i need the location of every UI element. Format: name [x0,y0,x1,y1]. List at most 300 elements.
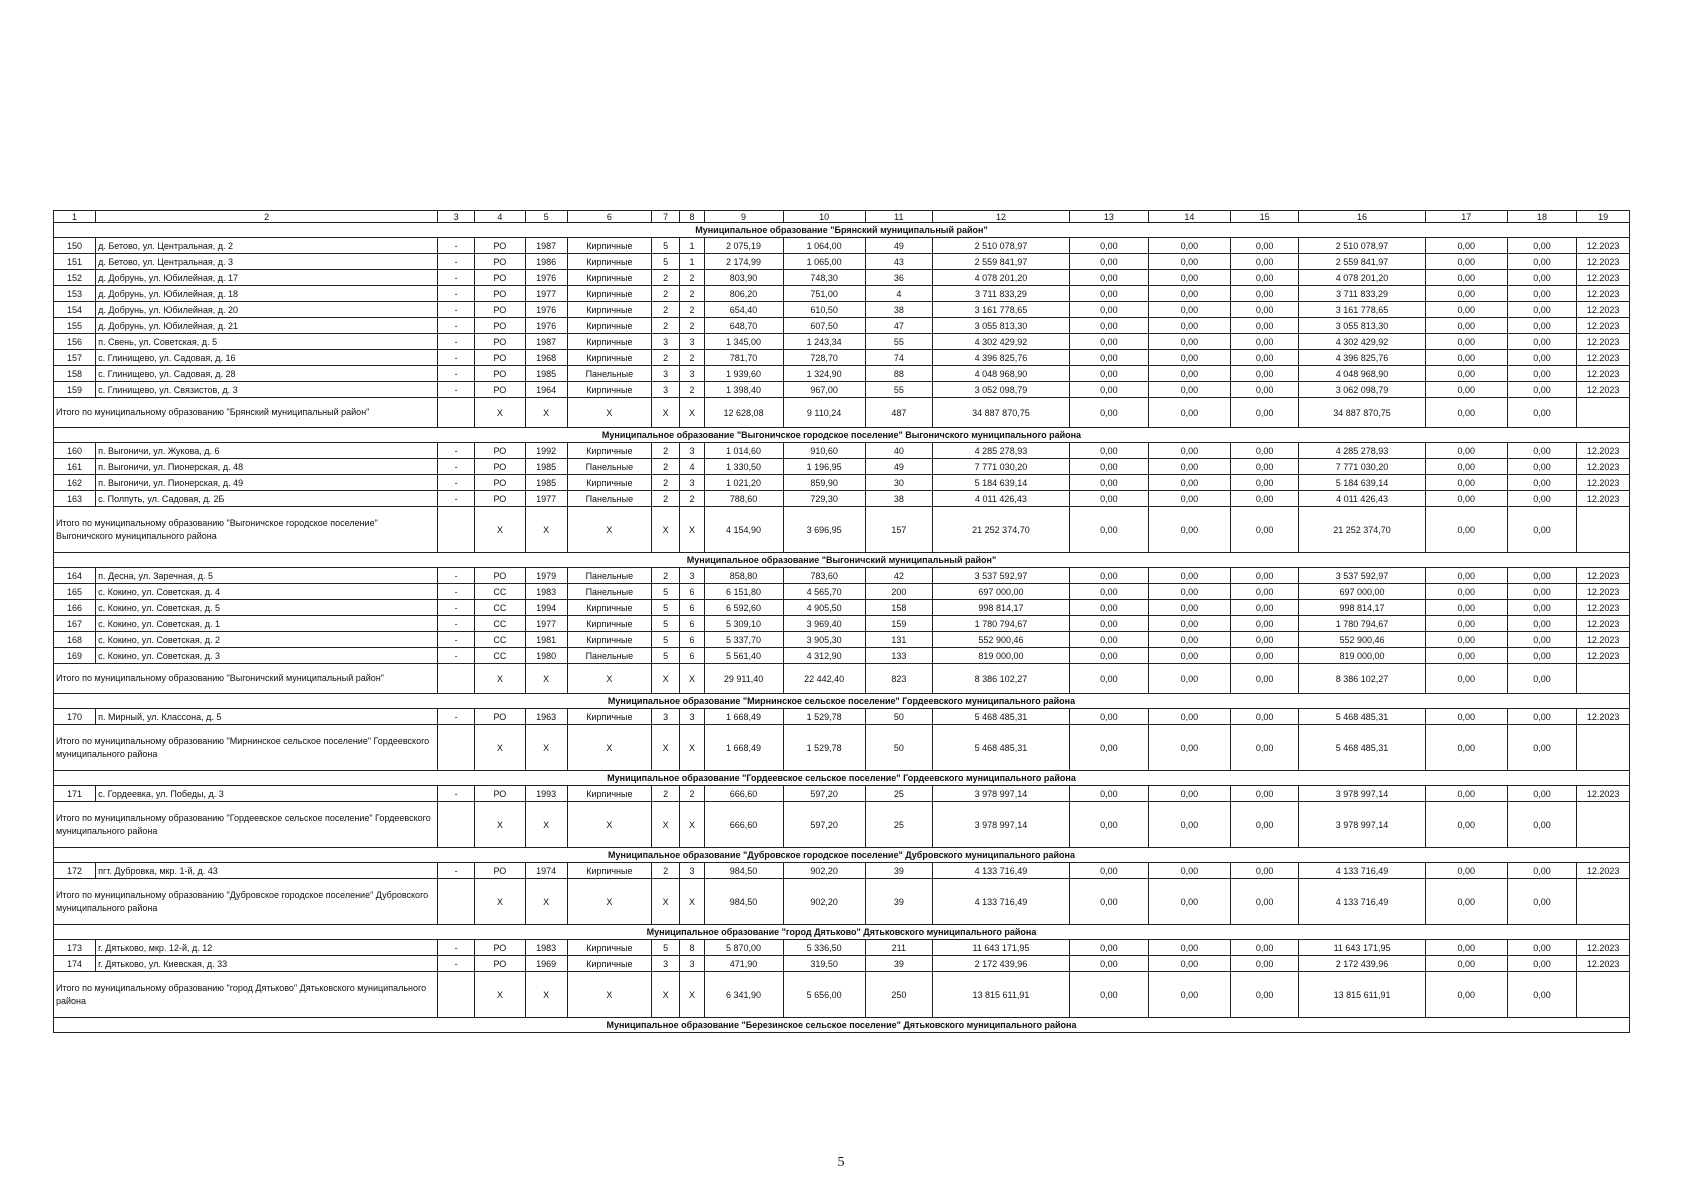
table-cell: 3 [680,443,704,459]
table-cell: Кирпичные [567,302,651,318]
table-cell: 0,00 [1507,350,1576,366]
total-label: Итого по муниципальному образованию "город Дятьково" Дятьковского муниципального района [54,972,438,1018]
table-cell: 4 396 825,76 [1299,350,1425,366]
column-number: 7 [651,211,679,223]
table-cell: 12.2023 [1577,334,1630,350]
table-cell: 0,00 [1148,475,1230,491]
table-cell: 3 969,40 [783,616,865,632]
table-cell: 5 337,70 [704,632,783,648]
table-cell: 2 172 439,96 [933,956,1070,972]
table-cell: 2 [680,286,704,302]
table-cell: 0,00 [1069,600,1148,616]
table-row [54,254,1630,270]
table-cell: - [438,366,475,382]
table-cell: 4 302 429,92 [933,334,1070,350]
table-cell: 0,00 [1425,632,1507,648]
total-cell: 0,00 [1069,398,1148,428]
table-cell: 0,00 [1148,459,1230,475]
table-cell: д. Бетово, ул. Центральная, д. 3 [96,254,438,270]
table-cell: 3 978 997,14 [933,786,1070,802]
table-cell: РО [475,863,526,879]
table-cell: 2 [651,475,679,491]
table-cell: 50 [865,709,932,725]
table-cell: 2 174,99 [704,254,783,270]
table-cell: 12.2023 [1577,956,1630,972]
table-cell: 12.2023 [1577,475,1630,491]
table-cell: 12.2023 [1577,270,1630,286]
total-cell: X [525,725,567,771]
total-cell: X [525,972,567,1018]
table-cell: 3 [651,382,679,398]
table-cell: - [438,940,475,956]
total-cell: 5 468 485,31 [1299,725,1425,771]
total-cell: 0,00 [1230,972,1298,1018]
table-cell: Панельные [567,584,651,600]
total-cell: 5 656,00 [783,972,865,1018]
table-row [54,334,1630,350]
table-cell: - [438,956,475,972]
table-cell: 0,00 [1425,956,1507,972]
table-cell: 0,00 [1148,443,1230,459]
table-cell: 6 [680,632,704,648]
total-cell: X [651,398,679,428]
table-cell: 12.2023 [1577,584,1630,600]
table-cell: 38 [865,302,932,318]
table-cell: Кирпичные [567,709,651,725]
table-cell: 0,00 [1425,709,1507,725]
column-number: 12 [933,211,1070,223]
total-cell: 8 386 102,27 [1299,664,1425,694]
total-cell: 0,00 [1069,664,1148,694]
total-cell: 157 [865,507,932,553]
table-cell: Кирпичные [567,443,651,459]
column-number: 16 [1299,211,1425,223]
table-cell: 0,00 [1507,443,1576,459]
table-cell: 5 468 485,31 [933,709,1070,725]
table-cell: 0,00 [1507,584,1576,600]
table-cell: 2 559 841,97 [1299,254,1425,270]
table-cell: СС [475,600,526,616]
table-cell: 1994 [525,600,567,616]
table-row [54,318,1630,334]
table-cell: 0,00 [1069,632,1148,648]
total-cell [1577,664,1630,694]
table-cell: 47 [865,318,932,334]
table-cell: 11 643 171,95 [1299,940,1425,956]
table-cell: Кирпичные [567,286,651,302]
total-cell: X [651,879,679,925]
table-body [54,211,1630,1033]
table-cell: 648,70 [704,318,783,334]
total-cell: X [475,972,526,1018]
table-cell: г. Дятьково, ул. Киевская, д. 33 [96,956,438,972]
total-cell: 8 386 102,27 [933,664,1070,694]
table-cell: 0,00 [1069,459,1148,475]
table-cell: 211 [865,940,932,956]
total-cell: 0,00 [1069,802,1148,848]
table-cell: 0,00 [1069,318,1148,334]
table-cell: 0,00 [1148,600,1230,616]
total-cell: X [525,664,567,694]
table-cell: 0,00 [1230,366,1298,382]
table-cell: 49 [865,238,932,254]
total-cell: 5 468 485,31 [933,725,1070,771]
table-row [54,568,1630,584]
table-cell: п. Мирный, ул. Классона, д. 5 [96,709,438,725]
total-cell: X [567,507,651,553]
table-cell: РО [475,238,526,254]
total-cell: X [651,972,679,1018]
table-cell: 5 [651,616,679,632]
total-row [54,398,1630,428]
table-row [54,302,1630,318]
total-cell: 0,00 [1507,879,1576,925]
table-cell: 0,00 [1230,334,1298,350]
table-cell: 0,00 [1507,475,1576,491]
table-cell: СС [475,584,526,600]
table-cell: 169 [54,648,96,664]
total-cell: X [680,972,704,1018]
table-cell: 0,00 [1069,616,1148,632]
table-cell: 0,00 [1230,632,1298,648]
total-label: Итого по муниципальному образованию "Гордеевское сельское поселение" Гордеевского муниципального района [54,802,438,848]
table-cell: 0,00 [1425,459,1507,475]
table-cell: РО [475,709,526,725]
table-cell: 819 000,00 [1299,648,1425,664]
table-cell: - [438,475,475,491]
table-cell: с. Глинищево, ул. Садовая, д. 16 [96,350,438,366]
table-row [54,600,1630,616]
table-cell: 1 196,95 [783,459,865,475]
total-label: Итого по муниципальному образованию "Мирнинское сельское поселение" Гордеевского муниципального района [54,725,438,771]
section-title-row [54,1018,1630,1033]
table-cell: 2 510 078,97 [1299,238,1425,254]
table-cell: п. Выгоничи, ул. Жукова, д. 6 [96,443,438,459]
table-cell: СС [475,632,526,648]
table-cell: 5 [651,940,679,956]
table-cell: 0,00 [1507,709,1576,725]
table-cell: - [438,443,475,459]
table-cell: 5 870,00 [704,940,783,956]
section-title-row [54,925,1630,940]
table-cell: 1992 [525,443,567,459]
table-cell: 2 [651,459,679,475]
table-cell: 0,00 [1507,366,1576,382]
total-cell [438,398,475,428]
table-cell: 12.2023 [1577,459,1630,475]
table-cell: 5 [651,632,679,648]
section-title: Муниципальное образование "Мирнинское сельское поселение" Гордеевского муниципального района [54,694,1630,709]
table-cell: Кирпичные [567,238,651,254]
column-number: 17 [1425,211,1507,223]
total-cell: 4 154,90 [704,507,783,553]
total-cell: X [567,725,651,771]
section-title: Муниципальное образование "Березинское сельское поселение" Дятьковского муниципального района [54,1018,1630,1033]
table-cell: 0,00 [1230,709,1298,725]
total-cell [1577,398,1630,428]
table-cell: - [438,238,475,254]
total-cell: 13 815 611,91 [933,972,1070,1018]
table-row [54,956,1630,972]
total-cell: 4 133 716,49 [933,879,1070,925]
table-cell: 6 151,80 [704,584,783,600]
table-cell: 4 285 278,93 [933,443,1070,459]
table-cell: 158 [54,366,96,382]
table-cell: с. Кокино, ул. Советская, д. 2 [96,632,438,648]
table-row [54,584,1630,600]
table-cell: 1985 [525,475,567,491]
table-cell: 12.2023 [1577,568,1630,584]
total-cell: 666,60 [704,802,783,848]
table-cell: 40 [865,443,932,459]
total-cell: 0,00 [1425,664,1507,694]
total-cell: 0,00 [1507,802,1576,848]
total-cell: 0,00 [1425,802,1507,848]
total-label: Итого по муниципальному образованию "Дубровское городское поселение" Дубровского муниципального района [54,879,438,925]
table-cell: 74 [865,350,932,366]
table-cell: - [438,350,475,366]
table-cell: 0,00 [1425,254,1507,270]
total-cell: X [651,725,679,771]
table-cell: 1987 [525,238,567,254]
section-title-row [54,223,1630,238]
table-cell: 154 [54,302,96,318]
table-cell: 2 [651,491,679,507]
table-cell: 88 [865,366,932,382]
table-cell: с. Кокино, ул. Советская, д. 1 [96,616,438,632]
table-cell: 2 [651,443,679,459]
table-cell: 0,00 [1148,270,1230,286]
table-cell: 6 592,60 [704,600,783,616]
table-cell: 12.2023 [1577,443,1630,459]
table-cell: 3 [680,475,704,491]
table-cell: 788,60 [704,491,783,507]
table-cell: 751,00 [783,286,865,302]
table-cell: 39 [865,956,932,972]
total-cell: X [567,398,651,428]
total-cell: 487 [865,398,932,428]
section-title: Муниципальное образование "Брянский муниципальный район" [54,223,1630,238]
table-cell: п. Выгоничи, ул. Пионерская, д. 48 [96,459,438,475]
table-cell: РО [475,302,526,318]
table-cell: РО [475,286,526,302]
total-cell: X [525,802,567,848]
table-cell: 8 [680,940,704,956]
table-cell: 729,30 [783,491,865,507]
table-cell: 2 [680,302,704,318]
total-row [54,664,1630,694]
table-cell: 654,40 [704,302,783,318]
table-cell: 0,00 [1230,600,1298,616]
table-cell: 0,00 [1148,350,1230,366]
table-cell: 0,00 [1507,568,1576,584]
total-cell: 823 [865,664,932,694]
table-cell: 0,00 [1507,254,1576,270]
table-cell: 2 075,19 [704,238,783,254]
total-row [54,879,1630,925]
table-row [54,491,1630,507]
table-cell: 161 [54,459,96,475]
table-cell: 1985 [525,366,567,382]
table-row [54,286,1630,302]
table-cell: д. Добрунь, ул. Юбилейная, д. 17 [96,270,438,286]
total-cell: X [475,802,526,848]
table-cell: 3 055 813,30 [1299,318,1425,334]
table-cell: 0,00 [1507,302,1576,318]
total-cell: 0,00 [1148,972,1230,1018]
table-cell: с. Кокино, ул. Советская, д. 3 [96,648,438,664]
table-cell: 0,00 [1069,334,1148,350]
table-cell: Кирпичные [567,616,651,632]
table-cell: 1974 [525,863,567,879]
table-cell: 165 [54,584,96,600]
table-cell: - [438,286,475,302]
table-cell: 4 011 426,43 [1299,491,1425,507]
table-cell: 0,00 [1069,568,1148,584]
table-cell: 1 021,20 [704,475,783,491]
table-cell: 200 [865,584,932,600]
table-cell: 6 [680,616,704,632]
table-cell: 610,50 [783,302,865,318]
table-cell: 1 243,34 [783,334,865,350]
table-cell: 5 [651,254,679,270]
table-cell: 1 064,00 [783,238,865,254]
table-cell: - [438,632,475,648]
total-cell: 0,00 [1230,879,1298,925]
section-title: Муниципальное образование "Гордеевское сельское поселение" Гордеевского муниципального района [54,771,1630,786]
table-cell: 0,00 [1230,270,1298,286]
table-cell: 1976 [525,302,567,318]
table-cell: 2 559 841,97 [933,254,1070,270]
table-cell: 967,00 [783,382,865,398]
table-cell: 3 [680,334,704,350]
table-cell: 0,00 [1148,366,1230,382]
total-cell: X [475,398,526,428]
table-cell: 0,00 [1230,382,1298,398]
table-cell: 4 905,50 [783,600,865,616]
table-cell: 0,00 [1148,584,1230,600]
total-cell: X [475,507,526,553]
total-cell: 0,00 [1148,879,1230,925]
table-cell: РО [475,318,526,334]
table-cell: 1979 [525,568,567,584]
table-cell: - [438,270,475,286]
table-cell: 0,00 [1507,491,1576,507]
table-cell: 1969 [525,956,567,972]
table-cell: - [438,786,475,802]
table-cell: 157 [54,350,96,366]
table-cell: 0,00 [1425,584,1507,600]
table-cell: 0,00 [1425,366,1507,382]
total-cell: 0,00 [1148,507,1230,553]
section-title-row [54,694,1630,709]
table-cell: - [438,648,475,664]
total-cell [438,725,475,771]
table-cell: 12.2023 [1577,600,1630,616]
column-number: 13 [1069,211,1148,223]
table-row [54,940,1630,956]
table-cell: 0,00 [1507,459,1576,475]
total-cell: 3 978 997,14 [1299,802,1425,848]
table-cell: 0,00 [1425,491,1507,507]
total-cell [1577,507,1630,553]
table-cell: РО [475,940,526,956]
table-cell: 998 814,17 [933,600,1070,616]
table-cell: 1983 [525,584,567,600]
table-cell: 0,00 [1069,350,1148,366]
table-cell: РО [475,334,526,350]
table-cell: 3 711 833,29 [1299,286,1425,302]
table-cell: 0,00 [1230,584,1298,600]
column-number: 2 [96,211,438,223]
table-cell: 1 [680,238,704,254]
total-cell [1577,972,1630,1018]
table-cell: 2 172 439,96 [1299,956,1425,972]
table-cell: 0,00 [1148,632,1230,648]
table-cell: 0,00 [1069,238,1148,254]
table-cell: 3 055 813,30 [933,318,1070,334]
table-cell: 0,00 [1425,382,1507,398]
total-cell: X [567,802,651,848]
table-cell: РО [475,366,526,382]
table-cell: Кирпичные [567,956,651,972]
table-cell: РО [475,568,526,584]
table-cell: 0,00 [1230,302,1298,318]
table-cell: 1987 [525,334,567,350]
table-cell: 3 [680,956,704,972]
table-cell: 1 780 794,67 [933,616,1070,632]
table-cell: 1 330,50 [704,459,783,475]
table-cell: 319,50 [783,956,865,972]
table-cell: РО [475,350,526,366]
total-label: Итого по муниципальному образованию "Выгоничский муниципальный район" [54,664,438,694]
table-cell: 12.2023 [1577,863,1630,879]
total-cell: 597,20 [783,802,865,848]
total-cell: 34 887 870,75 [1299,398,1425,428]
table-cell: 6 [680,648,704,664]
table-cell: 2 [651,863,679,879]
total-cell: 0,00 [1507,972,1576,1018]
table-cell: 12.2023 [1577,709,1630,725]
table-cell: 4 133 716,49 [933,863,1070,879]
total-cell: 0,00 [1230,664,1298,694]
total-cell: X [525,507,567,553]
table-cell: 3 [680,863,704,879]
table-cell: 0,00 [1069,863,1148,879]
table-cell: 3 [651,334,679,350]
column-number: 14 [1148,211,1230,223]
total-cell: X [651,664,679,694]
table-cell: Кирпичные [567,940,651,956]
total-row [54,802,1630,848]
total-cell: 22 442,40 [783,664,865,694]
table-cell: Панельные [567,459,651,475]
table-cell: 1977 [525,616,567,632]
table-cell: 159 [865,616,932,632]
table-cell: 0,00 [1425,600,1507,616]
table-cell: 3 161 778,65 [1299,302,1425,318]
table-cell: 2 [651,786,679,802]
total-cell [1577,802,1630,848]
table-cell: 38 [865,491,932,507]
table-cell: 0,00 [1425,286,1507,302]
table-cell: 0,00 [1069,709,1148,725]
table-cell: 1 780 794,67 [1299,616,1425,632]
table-cell: 152 [54,270,96,286]
total-cell: 12 628,08 [704,398,783,428]
table-cell: Панельные [567,366,651,382]
table-cell: 0,00 [1230,459,1298,475]
